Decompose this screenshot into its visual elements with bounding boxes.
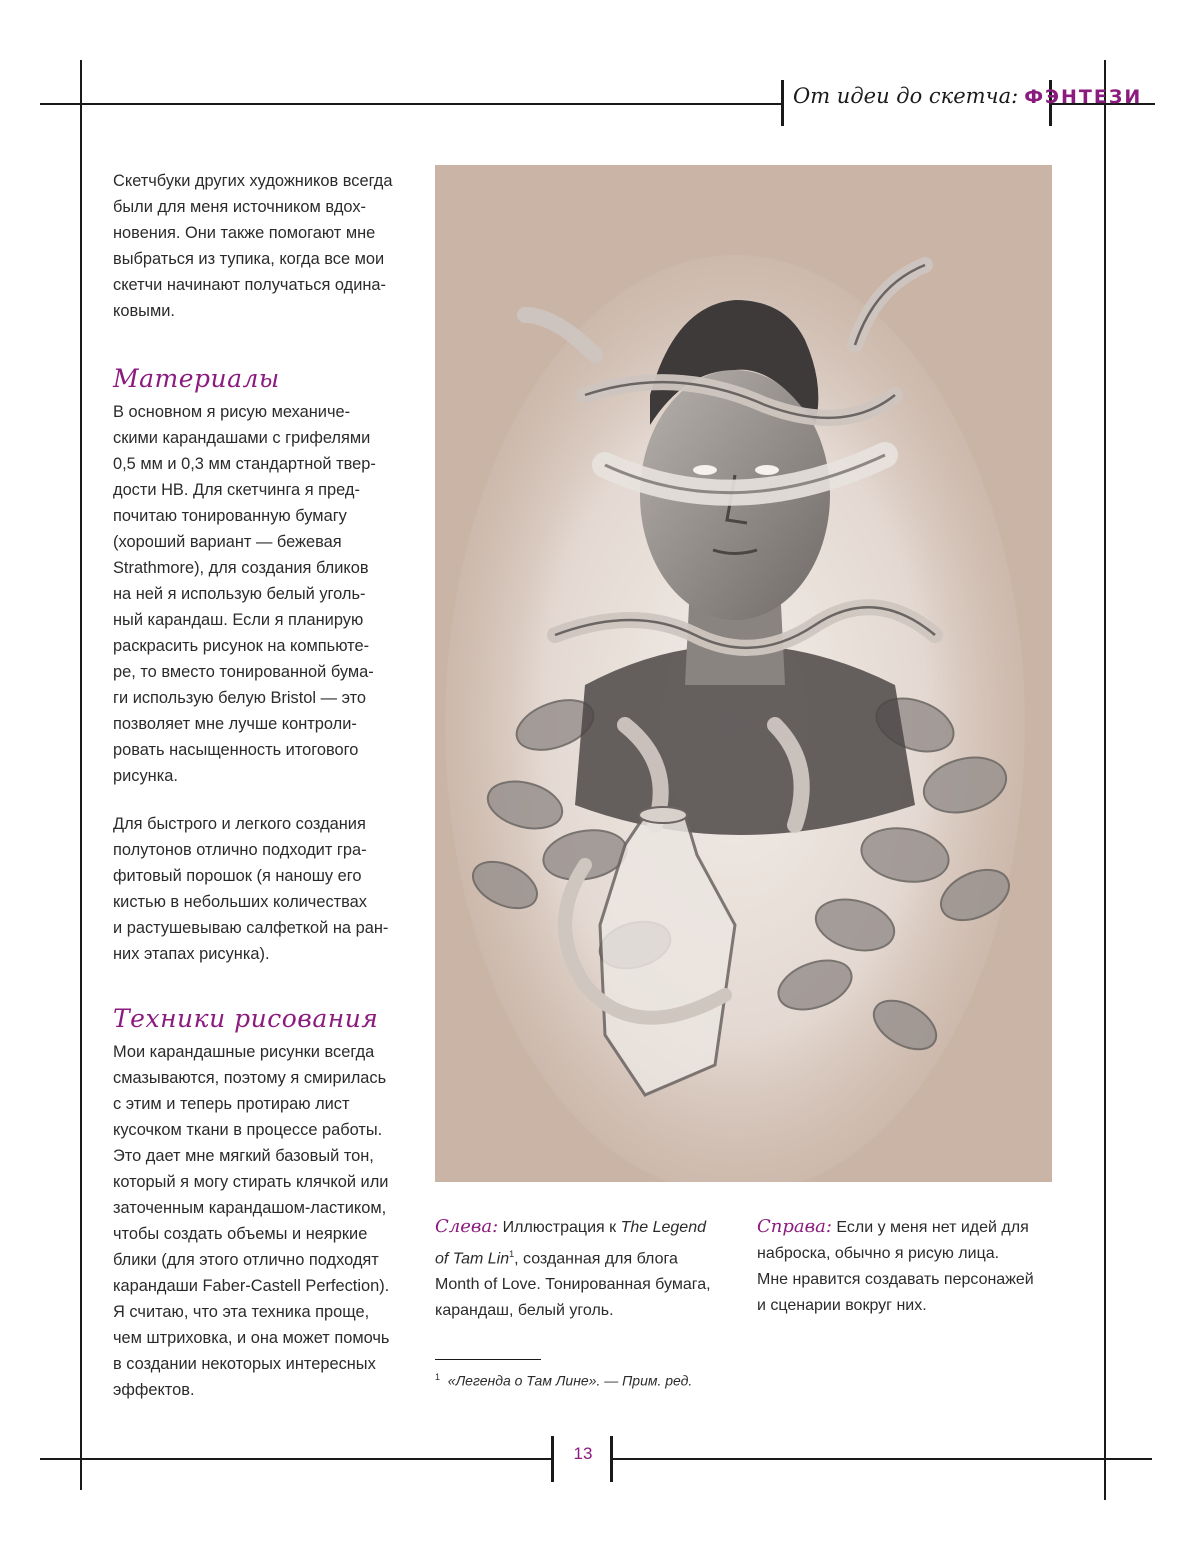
page-number: 13 <box>573 1444 593 1463</box>
text-line: блики (для этого отлично подходят <box>113 1251 379 1269</box>
materials-paragraph-2 <box>113 811 398 967</box>
text-line: Скетчбуки других художников всегда <box>113 172 393 190</box>
text-line: ре, то вместо тонированной бума- <box>113 663 374 681</box>
frame-top-tick-left <box>781 80 784 126</box>
running-header <box>793 84 1142 120</box>
text-line: новения. Они также помогают мне <box>113 224 376 242</box>
caption-left-title-1: The Legend <box>620 1219 706 1236</box>
text-line: в создании некоторых интересных <box>113 1355 376 1373</box>
text-line: на ней я использую белый уголь- <box>113 585 366 603</box>
frame-bottom-left <box>40 1458 552 1460</box>
frame-left <box>80 60 82 1490</box>
text-line: скими карандашами с грифелями <box>113 429 371 447</box>
header-title-accent: ФЭНТЕЗИ <box>1024 86 1143 108</box>
materials-heading: Материалы <box>113 364 280 393</box>
text-line: ковыми. <box>113 302 175 320</box>
caption-right <box>757 1214 1057 1319</box>
frame-bottom-tick-right <box>610 1436 613 1482</box>
caption-left-text: Иллюстрация к <box>502 1219 617 1236</box>
text-line: чем штриховка, и она может помочь <box>113 1329 390 1347</box>
frame-right <box>1104 60 1106 1500</box>
text-line: полутонов отлично подходит гра- <box>113 841 367 859</box>
techniques-paragraph <box>113 1039 398 1403</box>
frame-bottom-tick-left <box>551 1436 554 1482</box>
text-line: с этим и теперь протираю лист <box>113 1095 350 1113</box>
text-line: эффектов. <box>113 1381 195 1399</box>
caption-left-title-2: of Tam Lin <box>435 1250 510 1268</box>
caption-right-label: Справа: <box>757 1216 832 1237</box>
text-line: Strathmore), для создания бликов <box>113 559 369 577</box>
text-line: смазываются, поэтому я смирилась <box>113 1069 387 1087</box>
text-line: Я считаю, что эта техника проще, <box>113 1303 370 1321</box>
text-line: чтобы создать объемы и неяркие <box>113 1225 368 1243</box>
caption-left-label: Слева: <box>435 1216 499 1237</box>
text-line: фитовый порошок (я наношу его <box>113 867 362 885</box>
text-line: который я могу стирать клячкой или <box>113 1173 389 1191</box>
footnote-divider <box>435 1359 541 1360</box>
intro-paragraph <box>113 168 398 324</box>
text-line: позволяет мне лучше контроли- <box>113 715 357 733</box>
text-line: В основном я рисую механиче- <box>113 403 351 421</box>
footnote-text: «Легенда о Там Лине». — Прим. ред. <box>447 1372 693 1389</box>
text-line: (хороший вариант — бежевая <box>113 533 342 551</box>
caption-left-line: карандаш, белый уголь. <box>435 1302 614 1320</box>
illustration-tam-lin <box>435 165 1052 1182</box>
text-line: них этапах рисунка). <box>113 945 270 963</box>
text-line: кистью в небольших количествах <box>113 893 367 911</box>
text-line: и растушевываю салфеткой на ран- <box>113 919 389 937</box>
text-line: ги использую белую Bristol — это <box>113 689 367 707</box>
caption-right-line: Мне нравится создавать персонажей <box>757 1271 1034 1288</box>
text-line: ный карандаш. Если я планирую <box>113 611 364 629</box>
materials-paragraph <box>113 399 398 789</box>
text-line: почитаю тонированную бумагу <box>113 507 347 525</box>
text-line: раскрасить рисунок на компьюте- <box>113 637 370 655</box>
text-line: дости HB. Для скетчинга я пред- <box>113 481 360 499</box>
footnote-mark: 1 <box>435 1372 441 1382</box>
text-line: выбраться из тупика, когда все мои <box>113 250 385 268</box>
text-line: 0,5 мм и 0,3 мм стандартной твер- <box>113 455 376 473</box>
caption-left-line: Month of Love. Тонированная бумага, <box>435 1276 711 1294</box>
caption-right-line: и сценарии вокруг них. <box>757 1297 927 1314</box>
header-title-handwritten: От идеи до скетча: <box>793 84 1019 108</box>
text-line: заточенным карандашом-ластиком, <box>113 1199 387 1217</box>
caption-right-line: Если у меня нет идей для <box>836 1219 1029 1236</box>
text-line: были для меня источником вдох- <box>113 198 367 216</box>
text-line: карандаши Faber-Castell Perfection). <box>113 1277 390 1295</box>
caption-right-line: наброска, обычно я рисую лица. <box>757 1245 1000 1262</box>
text-line: Мои карандашные рисунки всегда <box>113 1043 375 1061</box>
caption-left-text-after: , созданная для блога <box>514 1250 678 1268</box>
footnote <box>435 1372 692 1389</box>
text-line: кусочком ткани в процессе работы. <box>113 1121 383 1139</box>
text-line: рисунка. <box>113 767 178 785</box>
text-line: Это дает мне мягкий базовый тон, <box>113 1147 374 1165</box>
frame-top-left <box>40 103 782 105</box>
caption-left <box>435 1214 735 1324</box>
techniques-heading: Техники рисования <box>113 1004 379 1033</box>
text-line: Для быстрого и легкого создания <box>113 815 366 833</box>
frame-bottom-right <box>612 1458 1152 1460</box>
footnote-reference: 1 <box>509 1249 515 1259</box>
text-line: ровать насыщенность итогового <box>113 741 359 759</box>
text-line: скетчи начинают получаться одина- <box>113 276 386 294</box>
